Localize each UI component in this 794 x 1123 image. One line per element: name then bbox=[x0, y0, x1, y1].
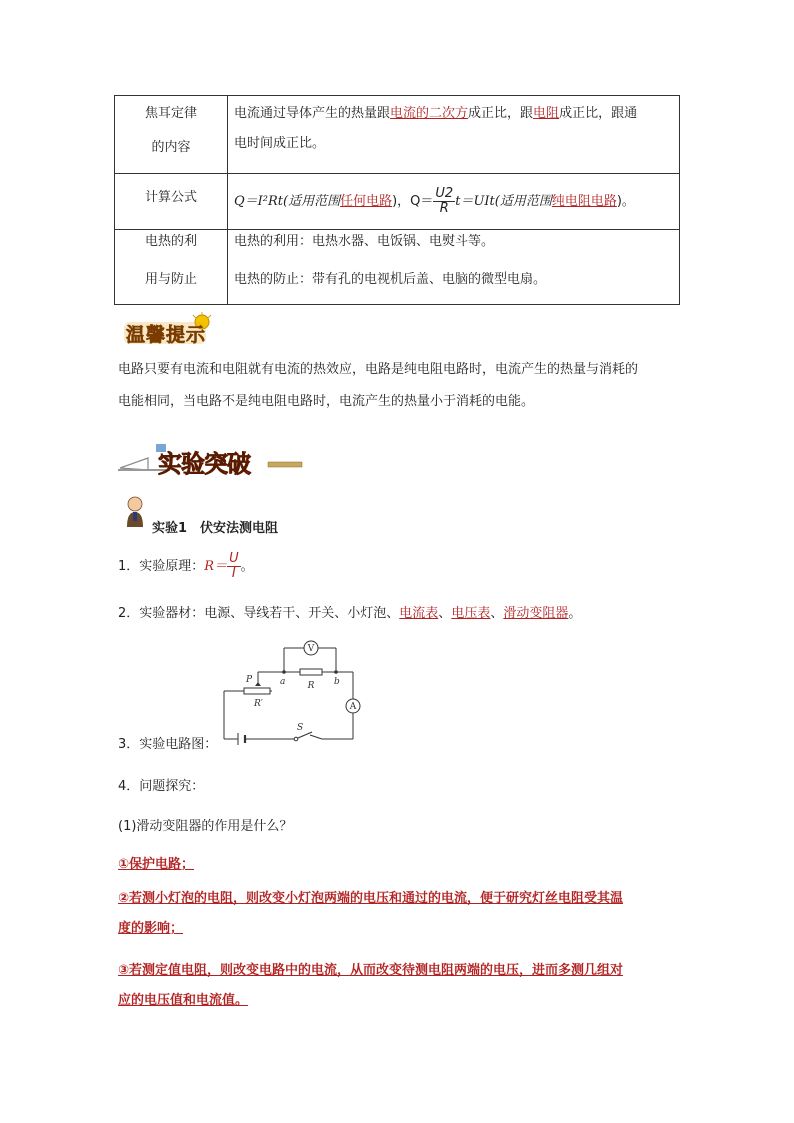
text: ②若测小灯泡的电阻，则改变小灯泡两端的电压和通过的电流，便于研究灯丝电阻受其温 bbox=[118, 891, 624, 906]
header-line: 计算公式 bbox=[144, 190, 197, 205]
section-banner bbox=[118, 440, 304, 480]
rheostat-icon bbox=[244, 675, 270, 709]
battery-icon bbox=[238, 733, 245, 745]
header-line: 焦耳定律 bbox=[144, 106, 197, 121]
voltmeter-icon bbox=[304, 641, 318, 655]
header-line: 电热的利 bbox=[144, 234, 197, 249]
text: 电流通过导体产生的热量跟 bbox=[234, 106, 391, 121]
fraction-numerator: U2 bbox=[435, 185, 454, 201]
text: 电热的防止：带有孔的电视机后盖、电脑的微型电扇。 bbox=[234, 272, 547, 287]
resistor-label: R bbox=[307, 681, 315, 691]
text: 应的电压值和电流值。 bbox=[118, 993, 249, 1008]
row-content bbox=[228, 174, 680, 230]
fraction bbox=[433, 187, 455, 216]
formula: )。 bbox=[616, 193, 635, 209]
rheostat-label: R′ bbox=[254, 699, 263, 709]
table-row bbox=[115, 174, 680, 230]
question-1: (1)滑动变阻器的作用是什么？ bbox=[118, 819, 293, 834]
header-line: 用与防止 bbox=[144, 272, 197, 287]
formula: )，Q＝ bbox=[392, 193, 434, 209]
switch-label: S bbox=[297, 723, 304, 733]
separator: 、 bbox=[490, 606, 504, 621]
ammeter-icon bbox=[346, 699, 360, 713]
answer-3 bbox=[118, 956, 678, 1016]
item-2 bbox=[118, 602, 581, 621]
joule-law-table bbox=[114, 95, 680, 305]
ammeter-label: A bbox=[349, 702, 357, 712]
item-2-prefix: 2．实验器材：电源、导线若干、开关、小灯泡、 bbox=[118, 606, 400, 621]
row-content bbox=[228, 230, 680, 305]
key-term: 任何电路 bbox=[340, 193, 393, 209]
table-row bbox=[115, 230, 680, 305]
row-header bbox=[115, 174, 228, 230]
item-1-prefix: 1．实验原理： bbox=[118, 559, 205, 574]
header-line: 的内容 bbox=[151, 140, 191, 155]
key-term: 电流的二次方 bbox=[390, 106, 469, 121]
text: 度的影响； bbox=[118, 921, 184, 936]
item-3: 3．实验电路图： bbox=[118, 737, 218, 752]
formula: t＝UIt(适用范围 bbox=[455, 193, 552, 209]
item-4: 4．问题探究： bbox=[118, 779, 205, 794]
text: 成正比，跟 bbox=[468, 106, 534, 121]
tip-badge-label: 温馨提示 bbox=[126, 324, 207, 346]
item-1 bbox=[118, 552, 254, 581]
tip-paragraph bbox=[118, 354, 678, 418]
fraction-denominator: I bbox=[231, 566, 236, 581]
text: 电能相同，当电路不是纯电阻电路时，电流产生的热量小于消耗的电能。 bbox=[118, 394, 535, 409]
text: 电路只要有电流和电阻就有电流的热效应，电路是纯电阻电路时，电流产生的热量与消耗的 bbox=[118, 362, 639, 377]
period: 。 bbox=[568, 606, 582, 621]
formula: Q＝I²Rt(适用范围 bbox=[234, 193, 341, 209]
table-row bbox=[115, 96, 680, 174]
key-term: 电流表 bbox=[399, 606, 439, 621]
answer-2 bbox=[118, 884, 678, 944]
row-header bbox=[115, 230, 228, 305]
item-1-suffix: 。 bbox=[240, 559, 254, 574]
key-term: 滑动变阻器 bbox=[503, 606, 569, 621]
slider-label: P bbox=[246, 675, 253, 685]
fraction-numerator: U bbox=[229, 551, 239, 566]
fraction bbox=[227, 552, 241, 581]
text: ③若测定值电阻，则改变电路中的电流，从而改变待测电阻两端的电压，进而多测几组对 bbox=[118, 963, 624, 978]
answer-1: ①保护电路； bbox=[118, 857, 195, 872]
tip-badge bbox=[122, 312, 212, 348]
node-a-label: a bbox=[280, 677, 286, 687]
text: 电时间成正比。 bbox=[234, 136, 326, 151]
resistor-icon bbox=[300, 669, 322, 691]
circuit-diagram bbox=[214, 636, 364, 746]
node-b-label: b bbox=[334, 677, 340, 687]
experiment-title: 实验1 伏安法测电阻 bbox=[152, 521, 279, 536]
section-banner-label: 实验突破 bbox=[158, 450, 250, 478]
formula: R＝ bbox=[204, 559, 228, 574]
voltmeter-label: V bbox=[307, 644, 315, 654]
text: 成正比，跟通 bbox=[559, 106, 638, 121]
separator: 、 bbox=[438, 606, 452, 621]
key-term: 电压表 bbox=[451, 606, 491, 621]
fraction-denominator: R bbox=[439, 200, 449, 216]
row-content bbox=[228, 96, 680, 174]
key-term: 电阻 bbox=[533, 106, 560, 121]
key-term: 纯电阻电路 bbox=[551, 193, 617, 209]
teacher-avatar-icon bbox=[124, 495, 146, 527]
switch-icon bbox=[294, 723, 312, 741]
text: 电热的利用：电热水器、电饭锅、电熨斗等。 bbox=[234, 234, 495, 249]
row-header bbox=[115, 96, 228, 174]
